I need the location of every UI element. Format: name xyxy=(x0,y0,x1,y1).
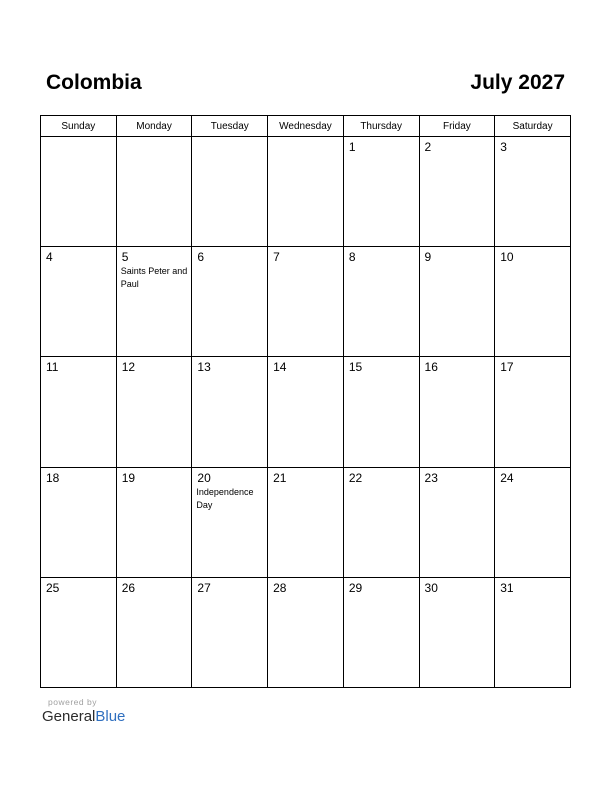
day-number: 2 xyxy=(424,140,432,154)
day-cell xyxy=(268,577,344,687)
day-cell xyxy=(419,467,495,577)
day-number: 23 xyxy=(424,470,438,485)
weekday-saturday: Saturday xyxy=(495,116,571,137)
weekday-sunday: Sunday xyxy=(41,116,117,137)
holiday-label: Independence Day xyxy=(196,486,254,510)
weekday-friday: Friday xyxy=(419,116,495,137)
day-number: 14 xyxy=(273,360,287,375)
week-row xyxy=(41,247,571,357)
generalblue-logo xyxy=(42,708,125,725)
weekday-thursday: Thursday xyxy=(343,116,419,137)
country-title: Colombia xyxy=(46,71,142,94)
day-cell xyxy=(41,137,117,247)
day-cell xyxy=(192,467,268,577)
day-number: 5 xyxy=(121,250,129,265)
day-cell xyxy=(495,577,571,687)
day-cell xyxy=(116,357,192,467)
week-row xyxy=(41,357,571,467)
day-number: 9 xyxy=(424,250,432,265)
day-cell xyxy=(41,577,117,687)
day-cell xyxy=(192,137,268,247)
day-number: 8 xyxy=(348,250,356,265)
logo-blue-text: Blue xyxy=(95,708,126,725)
week-row xyxy=(41,577,571,687)
weekday-wednesday: Wednesday xyxy=(268,116,344,137)
powered-by-text: powered by xyxy=(48,697,97,707)
day-cell xyxy=(41,247,117,357)
day-cell xyxy=(495,467,571,577)
day-cell xyxy=(116,577,192,687)
week-row xyxy=(41,467,571,577)
day-number: 19 xyxy=(121,470,136,485)
day-number: 11 xyxy=(46,360,59,375)
day-number: 26 xyxy=(121,580,136,595)
day-number: 17 xyxy=(500,360,514,375)
day-number: 15 xyxy=(348,360,363,375)
day-number: 18 xyxy=(46,470,60,485)
day-number: 20 xyxy=(197,470,211,485)
weekday-monday: Monday xyxy=(116,116,192,137)
brand-footer xyxy=(42,697,125,725)
day-number: 29 xyxy=(348,580,363,595)
day-number: 28 xyxy=(273,580,287,595)
month-year-title: July 2027 xyxy=(470,71,565,94)
day-number: 25 xyxy=(46,580,60,595)
logo-general-text: General xyxy=(42,708,96,725)
day-cell xyxy=(343,467,419,577)
day-cell xyxy=(419,357,495,467)
day-number: 7 xyxy=(273,250,280,265)
day-cell xyxy=(495,137,571,247)
day-cell xyxy=(343,357,419,467)
day-number: 31 xyxy=(500,580,514,595)
day-cell xyxy=(268,467,344,577)
day-cell xyxy=(192,577,268,687)
day-cell xyxy=(116,247,192,357)
day-cell xyxy=(268,137,344,247)
day-cell xyxy=(419,247,495,357)
day-cell xyxy=(343,247,419,357)
day-number: 27 xyxy=(197,580,211,595)
day-number: 22 xyxy=(348,470,363,485)
calendar-grid xyxy=(40,115,571,688)
day-cell xyxy=(116,137,192,247)
day-cell xyxy=(495,247,571,357)
holiday-label: Saints Peter and Paul xyxy=(120,266,188,290)
weekday-tuesday: Tuesday xyxy=(192,116,268,137)
day-cell xyxy=(343,577,419,687)
day-number: 3 xyxy=(500,140,507,154)
day-cell xyxy=(116,467,192,577)
day-cell xyxy=(419,137,495,247)
day-number: 6 xyxy=(197,250,205,265)
week-row xyxy=(41,137,571,247)
day-number: 13 xyxy=(197,360,211,375)
day-number: 24 xyxy=(500,470,514,485)
day-cell xyxy=(268,247,344,357)
weekday-header-row xyxy=(41,116,571,137)
day-cell xyxy=(495,357,571,467)
day-cell xyxy=(268,357,344,467)
day-number: 21 xyxy=(273,470,287,485)
day-cell xyxy=(419,577,495,687)
day-cell xyxy=(41,467,117,577)
day-cell xyxy=(192,247,268,357)
day-number: 12 xyxy=(121,360,136,375)
day-number: 1 xyxy=(348,140,356,154)
day-number: 4 xyxy=(46,250,53,265)
day-number: 16 xyxy=(424,360,438,375)
day-number: 30 xyxy=(424,580,438,595)
day-cell xyxy=(192,357,268,467)
day-cell xyxy=(343,137,419,247)
day-cell xyxy=(41,357,117,467)
day-number: 10 xyxy=(500,250,514,265)
